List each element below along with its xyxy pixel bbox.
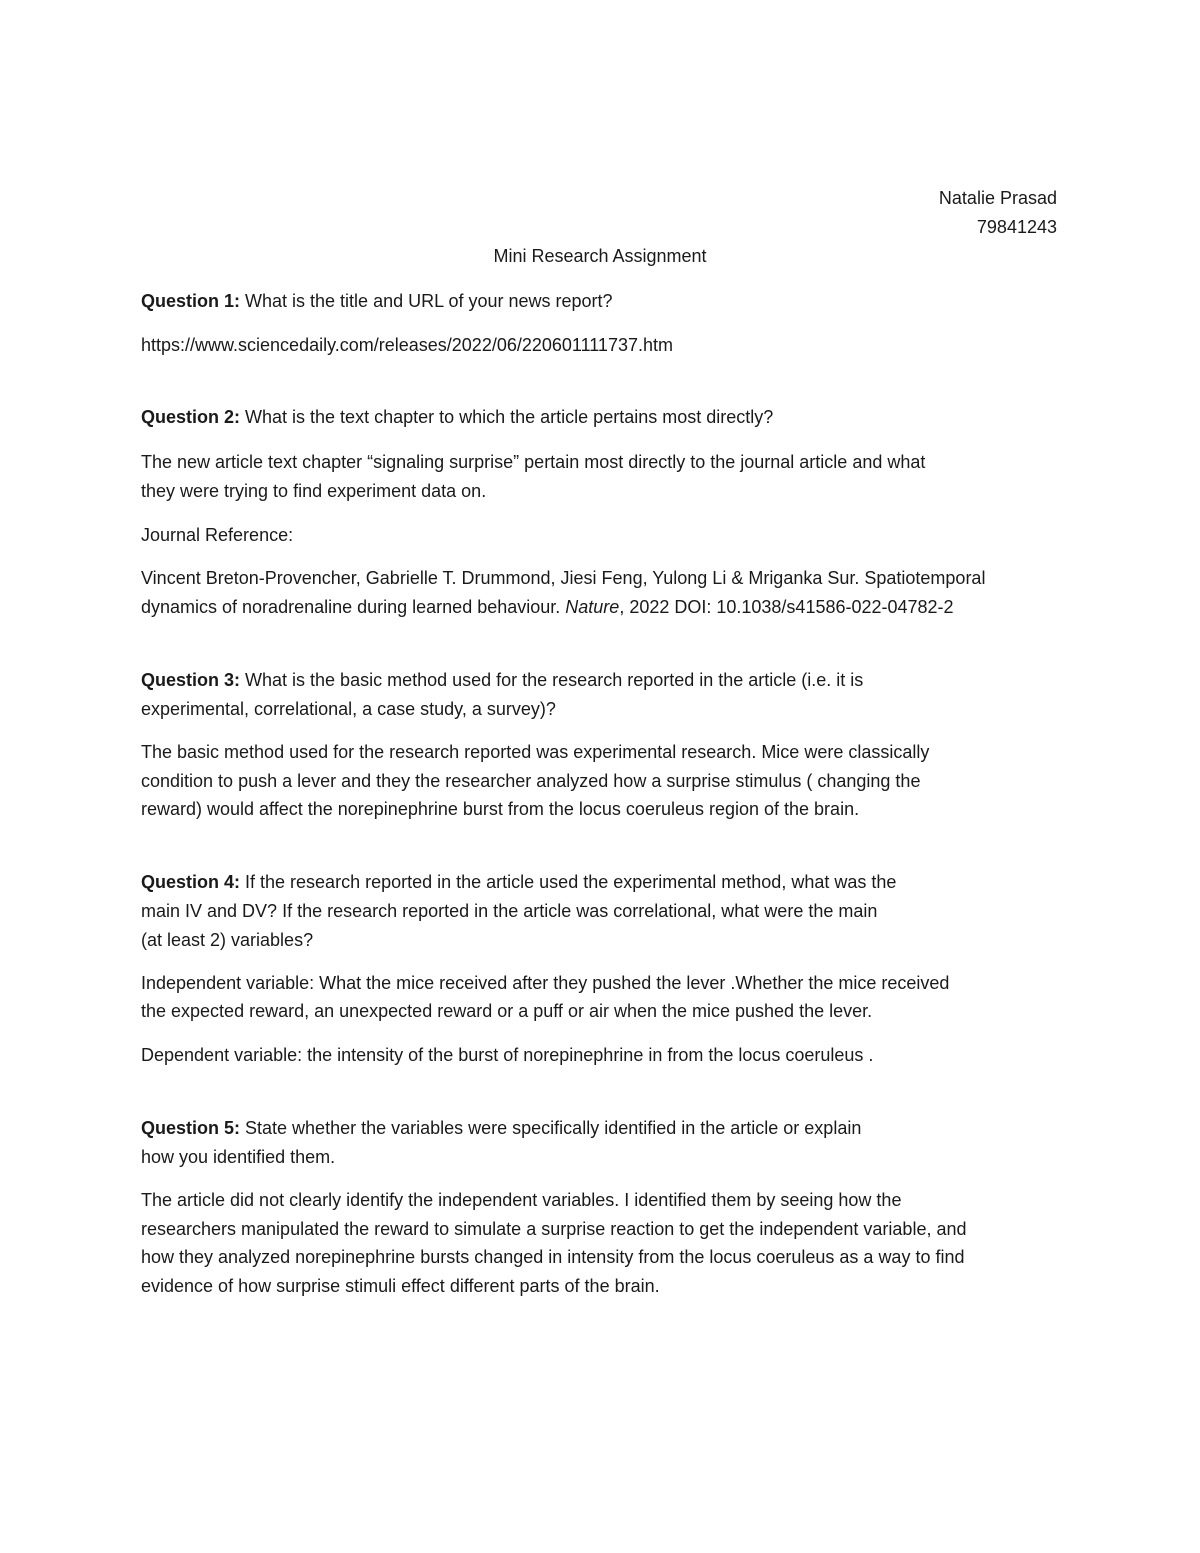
question-3-line-2: experimental, correlational, a case study, a survey)? bbox=[141, 699, 556, 719]
journal-reference-line-1: Vincent Breton-Provencher, Gabrielle T. Drummond, Jiesi Feng, Yulong Li & Mriganka Sur. Spatiotemporal bbox=[141, 568, 986, 588]
question-4-text: If the research reported in the article used the experimental method, what was the bbox=[240, 872, 897, 892]
answer-2-line-2: they were trying to find experiment data on. bbox=[141, 481, 487, 501]
document-title: Mini Research Assignment bbox=[493, 246, 707, 266]
question-2 bbox=[141, 405, 773, 429]
question-1-label: Question 1: bbox=[141, 291, 241, 311]
question-5-line-1 bbox=[141, 1116, 861, 1140]
journal-reference-label: Journal Reference: bbox=[141, 525, 294, 545]
answer-5-line-1: The article did not clearly identify the independent variables. I identified them by seeing how the bbox=[141, 1190, 902, 1210]
answer-3-line-2: condition to push a lever and they the researcher analyzed how a surprise stimulus ( changing the bbox=[141, 771, 921, 791]
question-4-line-1 bbox=[141, 870, 896, 894]
independent-variable-line-1: Independent variable: What the mice received after they pushed the lever .Whether the mice received bbox=[141, 973, 950, 993]
answer-5-line-3: how they analyzed norepinephrine bursts changed in intensity from the locus coeruleus as a way to find bbox=[141, 1247, 965, 1267]
answer-1-url: https://www.sciencedaily.com/releases/2022/06/220601111737.htm bbox=[141, 335, 673, 355]
author-name: Natalie Prasad bbox=[938, 188, 1057, 208]
answer-2-line-1: The new article text chapter “signaling surprise” pertain most directly to the journal article and what bbox=[141, 452, 926, 472]
dependent-variable-line: Dependent variable: the intensity of the burst of norepinephrine in from the locus coeruleus . bbox=[141, 1045, 874, 1065]
answer-3-line-3: reward) would affect the norepinephrine burst from the locus coeruleus region of the brain. bbox=[141, 799, 860, 819]
independent-variable-line-2: the expected reward, an unexpected reward or a puff or air when the mice pushed the lever. bbox=[141, 1001, 873, 1021]
answer-3-line-1: The basic method used for the research reported was experimental research. Mice were classically bbox=[141, 742, 930, 762]
student-id: 79841243 bbox=[976, 217, 1057, 237]
journal-reference-authors-title: dynamics of noradrenaline during learned behaviour. bbox=[141, 597, 566, 617]
question-2-label: Question 2: bbox=[141, 407, 241, 427]
question-1 bbox=[141, 289, 613, 313]
question-4-line-3: (at least 2) variables? bbox=[141, 930, 314, 950]
answer-5-line-4: evidence of how surprise stimuli effect different parts of the brain. bbox=[141, 1276, 660, 1296]
question-3-label: Question 3: bbox=[141, 670, 241, 690]
question-3-line-1 bbox=[141, 668, 863, 692]
question-4-label: Question 4: bbox=[141, 872, 241, 892]
question-1-text: What is the title and URL of your news report? bbox=[240, 291, 613, 311]
journal-doi: , 2022 DOI: 10.1038/s41586-022-04782-2 bbox=[619, 597, 954, 617]
question-5-label: Question 5: bbox=[141, 1118, 241, 1138]
journal-reference-line-2 bbox=[141, 595, 954, 619]
question-3-text: What is the basic method used for the research reported in the article (i.e. it is bbox=[240, 670, 864, 690]
question-5-line-2: how you identified them. bbox=[141, 1147, 336, 1167]
journal-name: Nature bbox=[565, 597, 620, 617]
answer-5-line-2: researchers manipulated the reward to simulate a surprise reaction to get the independent variable, and bbox=[141, 1219, 967, 1239]
question-4-line-2: main IV and DV? If the research reported in the article was correlational, what were the main bbox=[141, 901, 878, 921]
question-2-text: What is the text chapter to which the article pertains most directly? bbox=[240, 407, 774, 427]
question-5-text: State whether the variables were specifically identified in the article or explain bbox=[240, 1118, 862, 1138]
